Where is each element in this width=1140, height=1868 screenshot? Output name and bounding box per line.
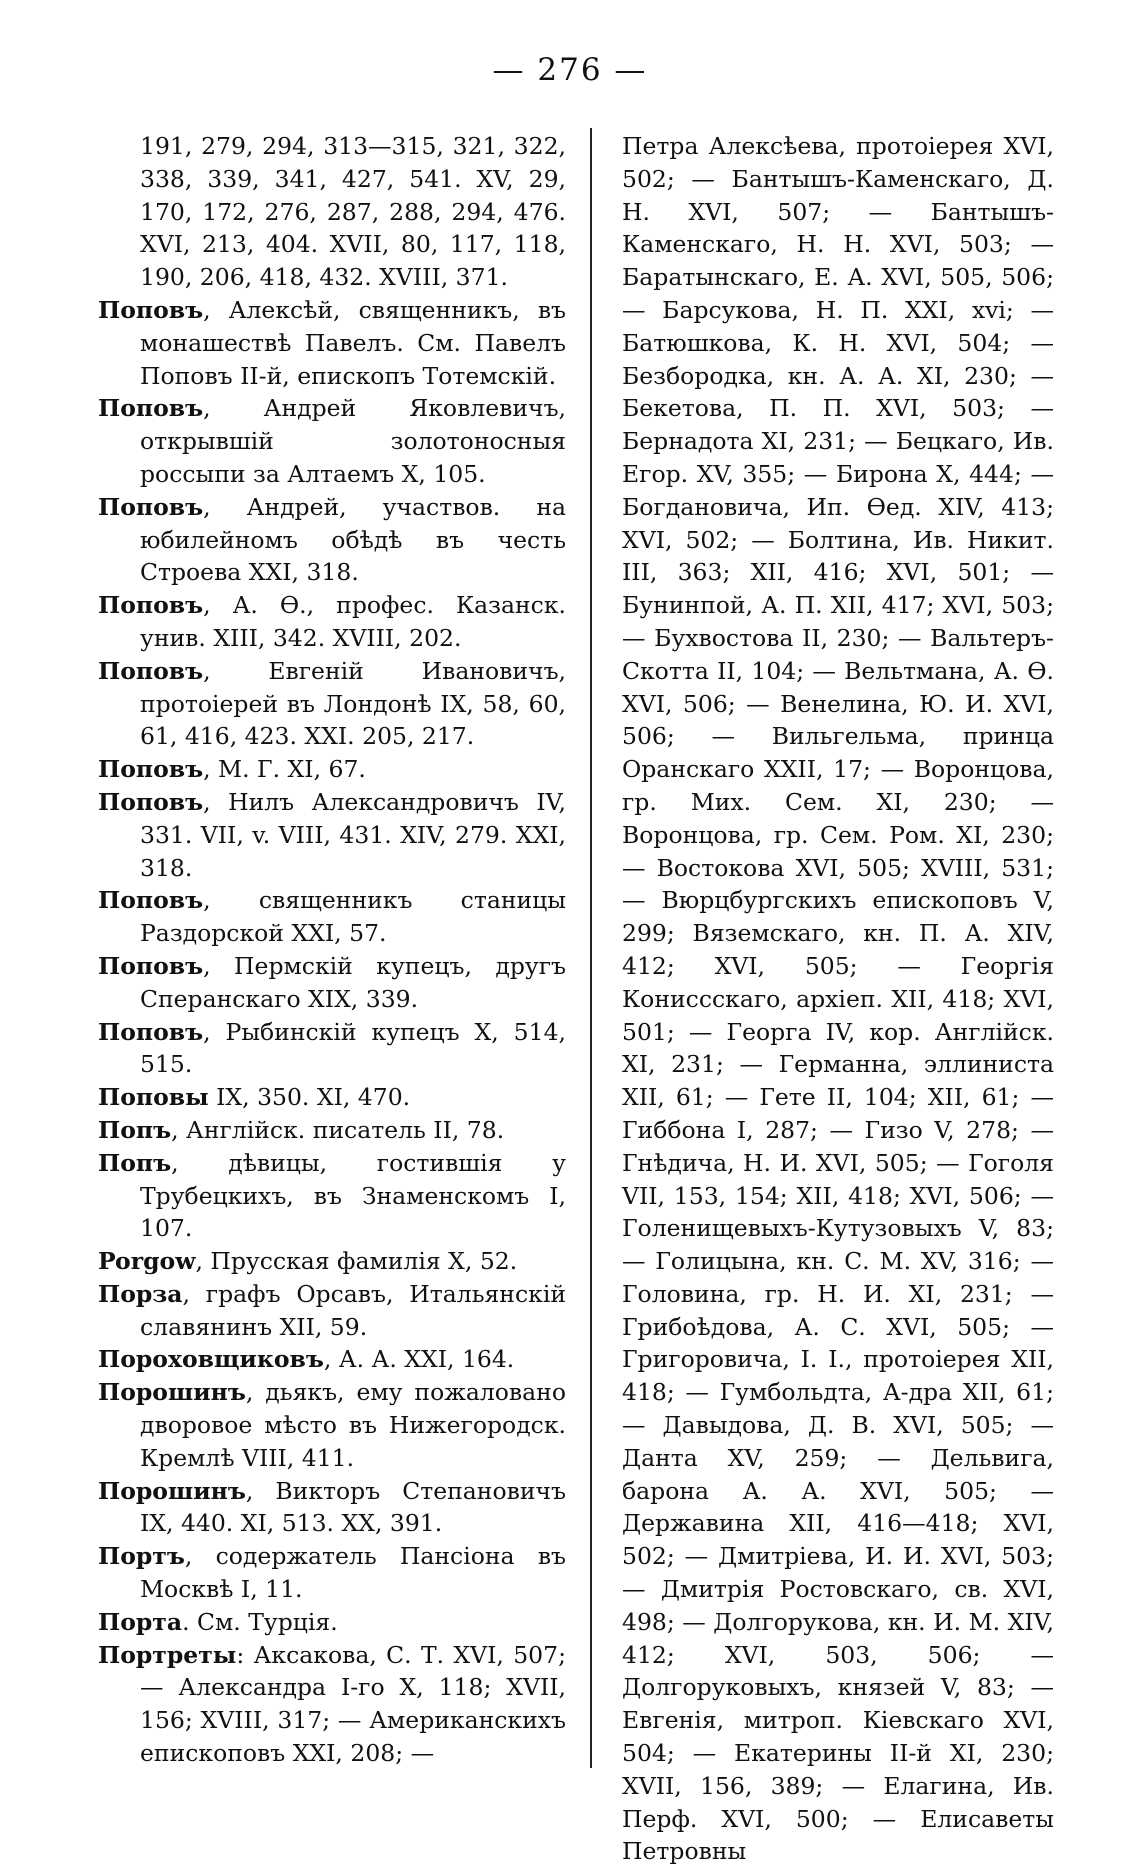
- index-entry: Порошинъ, дьякъ, ему пожаловано дворовое мѣсто въ Нижегородск. Кремлѣ VIII, 411.: [98, 1378, 566, 1472]
- index-entry: Пороховщиковъ, А. А. XXI, 164.: [98, 1345, 515, 1374]
- index-entry: Поповъ, Андрей, участвов. на юбилейномъ обѣдѣ въ честь Строева XXI, 318.: [98, 492, 566, 587]
- index-entry: Порза, графъ Орсавъ, Итальянскій славянинъ XII, 59.: [98, 1279, 566, 1341]
- entry-heading: Поповъ: [98, 886, 204, 915]
- index-entry: Поповъ, Алексѣй, священникъ, въ монашествѣ Павелъ. См. Павелъ Поповъ II-й, епископъ Тотемскій.: [98, 295, 566, 390]
- index-entry: Поповъ, Евгеній Ивановичъ, протоіерей въ Лондонѣ IX, 58, 60, 61, 416, 423. XXI. 205, 217.: [98, 656, 566, 751]
- page-number: — 276 —: [492, 52, 648, 88]
- entry-heading: Портреты: [98, 1640, 237, 1669]
- index-entry: Поповъ, Нилъ Александровичъ IV, 331. VII, v. VIII, 431. XIV, 279. XXI, 318.: [98, 787, 566, 882]
- entry-heading: Поповъ: [98, 394, 204, 423]
- entry-heading: Попъ: [98, 1148, 172, 1177]
- column-divider: [590, 128, 592, 1768]
- entry-heading: Поповъ: [98, 295, 204, 324]
- entry-heading: Porgow: [98, 1247, 196, 1276]
- index-entry: Попъ, дѣвицы, гостившія у Трубецкихъ, въ Знаменскомъ I, 107.: [98, 1148, 566, 1243]
- entry-heading: Портъ: [98, 1542, 185, 1571]
- index-entry: Поповъ, священникъ станицы Раздорской XXI, 57.: [98, 886, 566, 948]
- index-entry: 191, 279, 294, 313—315, 321, 322, 338, 339, 341, 427, 541. XV, 29, 170, 172, 276, 287, 288, 294, 476. XVI, 213, 404. XVII, 80, 117, 118, 190, 206, 418, 432. XVIII, 371.: [140, 132, 566, 292]
- entry-heading: Порошинъ: [98, 1476, 246, 1505]
- entry-heading: Поповъ: [98, 591, 204, 620]
- entry-heading: Порта: [98, 1607, 183, 1636]
- index-entry: Поповъ, Андрей Яковлевичъ, открывшій золотоносныя россыпи за Алтаемъ X, 105.: [98, 394, 566, 488]
- entry-heading: Порза: [98, 1279, 183, 1308]
- index-entry: Поповы IX, 350. XI, 470.: [98, 1083, 411, 1112]
- entry-heading: Поповъ: [98, 492, 204, 521]
- index-entry: Поповъ, А. Ѳ., профес. Казанск. унив. XIII, 342. XVIII, 202.: [98, 591, 566, 652]
- entry-heading: Поповы: [98, 1083, 209, 1112]
- entry-heading: Поповъ: [98, 1017, 204, 1046]
- entry-heading: Поповъ: [98, 656, 204, 685]
- portraits-continuation: Петра Алексѣева, протоіерея XVI, 502; — Бантышъ-Каменскаго, Д. Н. XVI, 507; — Бантышъ-Каменскаго, Н. Н. XVI, 503; — Баратынскаго, Е. А. XVI, 505, 506; — Барсукова, Н. П. XXI, xvi; — Батюшкова, К. Н. XVI, 504; — Безбородка, кн. А. А. XI, 230; — Бекетова, П. П. XVI, 503; — Бернадота XI, 231; — Бецкаго, Ив. Егор. XV, 355; — Бирона X, 444; — Богдановича, Ип. Ѳед. XIV, 413; XVI, 502; — Болтина, Ив. Никит. III, 363; XII, 416; XVI, 501; — Бунинпой, А. П. XII, 417; XVI, 503; — Бухвостова II, 230; — Вальтеръ-Скотта II, 104; — Вельтмана, А. Ѳ. XVI, 506; — Венелина, Ю. И. XVI, 506; — Вильгельма, принца Оранскаго XXII, 17; — Воронцова, гр. Мих. Сем. XI, 230; — Воронцова, гр. Сем. Ром. XI, 230; — Востокова XVI, 505; XVIII, 531; — Вюрцбургскихъ епископовъ V, 299; Вяземскаго, кн. П. А. XIV, 412; XVI, 505; — Георгія Кониссскаго, архіеп. XII, 418; XVI, 501; — Георга IV, кор. Англійск. XI, 231; — Германна, эллиниста XII, 61; — Гете II, 104; XII, 61; — Гиббона I, 287; — Гизо V, 278; — Гнѣдича, Н. И. XVI, 505; — Гоголя VII, 153, 154; XII, 418; XVI, 506; — Голенищевыхъ-Кутузовыхъ V, 83; — Голицына, кн. С. М. XV, 316; — Головина, гр. Н. И. XI, 231; — Грибоѣдова, А. С. XVI, 505; — Григоровича, I. I., протоіерея XII, 418; — Гумбольдта, А-дра XII, 61; — Давыдова, Д. В. XVI, 505; — Данта XV, 259; — Дельвига, барона А. А. XVI, 505; — Державина XII, 416—418; XVI, 502; — Дмитріева, И. И. XVI, 503; — Дмитрія Ростовскаго, св. XVI, 498; — Долгорукова, кн. И. М. XIV, 412; XVI, 503, 506; — Долгоруковыхъ, князей V, 83; — Евгенія, митроп. Кіевскаго XVI, 504; — Екатерины II-й XI, 230; XVII, 156, 389; — Елагина, Ив. Перф. XVI, 500; — Елисаветы Петровны: [622, 132, 1054, 1866]
- index-entry: Porgow, Прусская фамилія X, 52.: [98, 1247, 518, 1276]
- index-entry: Поповъ, Рыбинскій купецъ X, 514, 515.: [98, 1017, 566, 1079]
- entry-heading: Пороховщиковъ: [98, 1345, 324, 1374]
- entry-heading: Попъ: [98, 1115, 172, 1144]
- index-entry: Поповъ, Пермскій купецъ, другъ Сперанскаго XIX, 339.: [98, 951, 566, 1013]
- index-entry: Порошинъ, Викторъ Степановичъ IX, 440. XI, 513. XX, 391.: [98, 1476, 566, 1538]
- index-entry: Поповъ, М. Г. XI, 67.: [98, 755, 366, 784]
- index-entry: Попъ, Англійск. писатель II, 78.: [98, 1115, 505, 1144]
- entry-heading: Поповъ: [98, 755, 204, 784]
- entry-heading: Поповъ: [98, 787, 204, 816]
- right-column: [622, 130, 1054, 1868]
- index-entry: Портъ, содержатель Пансіона въ Москвѣ I, 11.: [98, 1542, 566, 1604]
- left-column: [98, 130, 566, 1770]
- entry-heading: Порошинъ: [98, 1378, 246, 1407]
- index-entry: Порта. См. Турція.: [98, 1607, 338, 1636]
- index-entry: Портреты: Аксакова, С. Т. XVI, 507; — Александра I-го X, 118; XVII, 156; XVIII, 317; — Американскихъ епископовъ XXI, 208; —: [98, 1640, 566, 1768]
- entry-heading: Поповъ: [98, 951, 204, 980]
